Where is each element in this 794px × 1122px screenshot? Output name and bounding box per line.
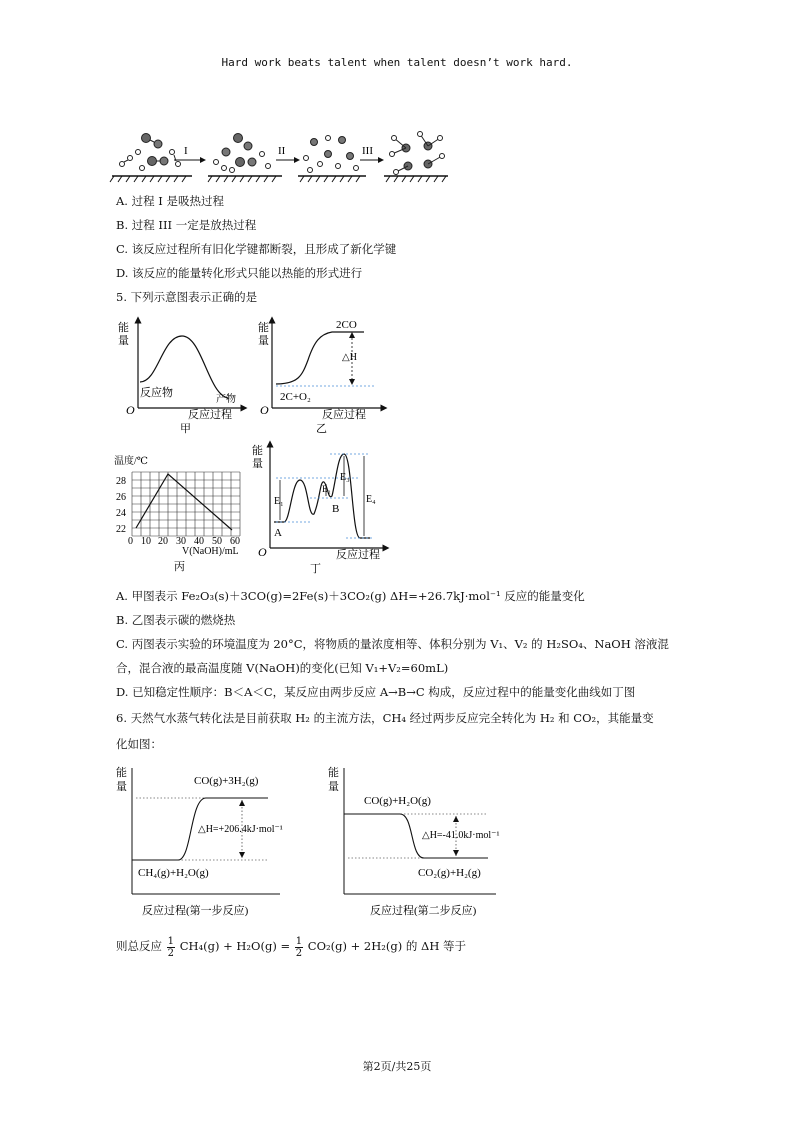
q6-figure-step2 [326,762,506,922]
bing-xtick-40: 40 [194,536,204,547]
jia-reactant-label: 反应物 [140,387,173,399]
q6-question [116,934,466,958]
ding-ylabel-2: 量 [252,458,263,470]
fig1-ylabel-1: 能 [116,767,127,779]
fig1-ylabel-2: 量 [116,781,127,793]
yi-origin: O [260,403,269,417]
jia-ylabel-1: 能 [118,322,129,334]
ding-caption: 丁 [310,563,321,575]
surface-2 [208,134,282,183]
bing-xlabel: V(NaOH)/mL [182,546,239,557]
q6-figure-step1 [114,762,284,922]
bing-xtick-10: 10 [141,536,151,547]
q5-option-d: D. 已知稳定性顺序：B＜A＜C，某反应由两步反应 A→B→C 构成，反应过程中的能量变化曲线如丁图 [116,685,636,699]
fig1-bottom-label: CH₄(g)+H₂O(g) [138,867,209,879]
process-label-1: I [184,145,188,157]
figure-jia [118,316,248,436]
bing-xtick-60: 60 [230,536,240,547]
q6-question-part2: CO₂(g) + 2H₂(g) 的 ΔH 等于 [307,939,467,953]
yi-caption: 乙 [316,423,327,435]
page-footer: 第2页/共25页 [362,1060,432,1073]
bing-xtick-50: 50 [212,536,222,547]
process-label-2: II [278,145,286,157]
surface-3 [298,136,366,183]
bing-temperature-line [136,474,232,530]
ding-curve [274,454,370,538]
ding-origin: O [258,545,267,559]
fraction-half-2: $\frac{1}{2}$ [295,935,303,959]
bing-caption: 丙 [174,561,185,573]
bing-ytick-24: 24 [116,508,126,519]
page-header-motto: Hard work beats talent when talent doesn’t work hard. [221,56,573,69]
ding-xlabel: 反应过程 [336,549,380,561]
q4-option-a: A. 过程 I 是吸热过程 [116,194,224,208]
surface-1 [110,134,192,183]
arrow-process-2 [276,145,300,163]
ding-e1-label: E₁ [274,496,284,507]
q5-option-b: B. 乙图表示碳的燃烧热 [116,613,236,627]
q5-option-c-line2: 合，混合液的最高温度随 V(NaOH)的变化(已知 V₁+V₂=60mL) [116,661,449,675]
bing-ylabel: 温度/℃ [114,456,148,467]
jia-caption: 甲 [180,423,191,435]
q6-question-prefix: 则总反应 [116,939,162,953]
jia-origin: O [126,403,135,417]
surface-4 [384,132,448,183]
fig2-top-label: CO(g)+H₂O(g) [364,795,431,807]
q4-option-c: C. 该反应过程所有旧化学键都断裂，且形成了新化学键 [116,242,397,256]
q5-option-a: A. 甲图表示 Fe₂O₃(s)＋3CO(g)=2Fe(s)＋3CO₂(g) ΔH=+26.7kJ·mol⁻¹ 反应的能量变化 [116,589,585,603]
yi-bottom-label: 2C+O₂ [280,391,311,403]
bing-xtick-0: 0 [128,536,133,547]
fraction-half-1: $\frac{1}{2}$ [167,935,175,959]
bing-xtick-20: 20 [158,536,168,547]
fig2-dh-label: △H=-41.0kJ·mol⁻¹ [422,830,500,841]
yi-xlabel: 反应过程 [322,409,366,421]
fig2-ylabel-2: 量 [328,781,339,793]
fig2-ylabel-1: 能 [328,767,339,779]
fig2-xlabel: 反应过程(第二步反应) [370,905,477,917]
q4-option-d: D. 该反应的能量转化形式只能以热能的形式进行 [116,266,363,280]
yi-top-label: 2CO [336,319,357,331]
reaction-process-diagram [108,128,448,188]
q4-option-b: B. 过程 III 一定是放热过程 [116,218,257,232]
yi-ylabel-1: 能 [258,322,269,334]
bing-xtick-30: 30 [176,536,186,547]
fig1-xlabel: 反应过程(第一步反应) [142,905,249,917]
arrow-process-1 [174,145,206,163]
q6-stem-line2: 化如图： [116,737,162,751]
fig2-bottom-label: CO₂(g)+H₂(g) [418,867,481,879]
q6-question-part1: CH₄(g) + H₂O(g) = [179,939,291,953]
bing-ytick-28: 28 [116,476,126,487]
ding-point-a: A [274,527,282,539]
ding-ylabel-1: 能 [252,445,263,457]
figure-ding [250,440,390,576]
bing-ytick-26: 26 [116,492,126,503]
arrow-process-3 [360,145,384,163]
q5-stem: 5. 下列示意图表示正确的是 [116,290,258,304]
ding-e3-label: E₃ [340,472,350,483]
fig1-top-label: CO(g)+3H₂(g) [194,775,259,787]
bing-ytick-22: 22 [116,524,126,535]
ding-e4-label: E₄ [366,494,376,505]
jia-product-label: 产物 [216,394,236,405]
yi-dh-label: △H [342,352,357,363]
fig1-dh-label: △H=+206.4kJ·mol⁻¹ [198,824,283,835]
ding-point-b: B [332,503,340,515]
bing-grid [132,472,240,536]
figure-bing [112,444,258,576]
q6-stem-line1: 6. 天然气水蒸气转化法是目前获取 H₂ 的主流方法，CH₄ 经过两步反应完全转化为 H₂ 和 CO₂，其能量变 [116,711,654,725]
ding-e2-label: E₂ [322,484,331,494]
jia-ylabel-2: 量 [118,335,129,347]
jia-xlabel: 反应过程 [188,409,232,421]
process-label-3: III [362,145,373,157]
figure-yi [258,316,388,436]
yi-ylabel-2: 量 [258,335,269,347]
q5-option-c-line1: C. 丙图表示实验的环境温度为 20°C，将物质的量浓度相等、体积分别为 V₁、V₂ 的 H₂SO₄、NaOH 溶液混 [116,637,669,651]
